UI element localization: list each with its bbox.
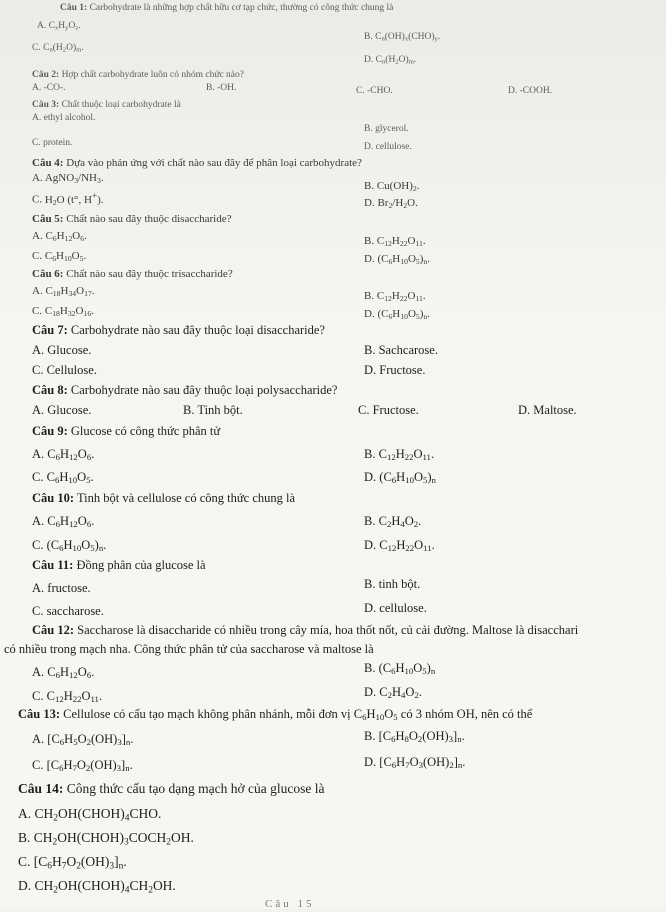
option-letter: C. [32, 363, 44, 377]
option-text: $C_6H_{12}O_6$. [47, 665, 95, 681]
question-text: Dựa vào phản ứng với chất nào sau đây để phân loại carbohydrate? [66, 157, 362, 169]
option-letter: B. [364, 577, 376, 591]
option-letter: A. [32, 172, 43, 184]
option-letter: A. [32, 403, 45, 417]
question-8-option-d[interactable] [518, 403, 577, 418]
question-2-option-b[interactable] [206, 83, 236, 93]
option-letter: C. [32, 250, 43, 262]
option-text: $C_n(OH)_x(CHO)_y$. [375, 32, 441, 43]
option-text: $CH_2OH(CHOH)_4CH_2OH$. [34, 878, 176, 896]
question-text: Saccharose là disaccharide có nhiều trong cây mía, hoa thốt nốt, củ cải đường. Maltose là disacchari [77, 623, 579, 637]
option-text: $C_{12}H_{22}O_{11}$. [376, 290, 426, 303]
option-text: ethyl alcohol. [43, 113, 96, 123]
option-letter: C. [32, 758, 44, 772]
option-letter: A. [32, 581, 45, 595]
option-text: -CHO. [367, 86, 393, 96]
option-text: $C_xH_yO_z$. [48, 21, 81, 32]
option-letter: B. [364, 180, 375, 192]
option-text: $C_{12}H_{22}O_{11}$. [378, 447, 435, 463]
option-text: $(C_6H_{10}O_5)_n$ [378, 661, 436, 677]
option-letter: D. [364, 755, 377, 769]
question-12-option-b[interactable] [364, 661, 435, 676]
question-number: Câu 3: [32, 100, 60, 110]
option-text: $C_6H_{10}O_5$. [44, 250, 87, 263]
question-7-option-d[interactable] [364, 363, 425, 378]
question-2-stem [32, 70, 244, 80]
question-text: Đồng phân của glucose là [76, 558, 206, 572]
question-3-option-a[interactable] [32, 113, 95, 123]
question-number: Câu 8: [32, 383, 68, 397]
option-text: $C_n(H_2O)_m$. [43, 43, 84, 54]
option-letter: A. [32, 83, 42, 93]
question-number: Câu 9: [32, 424, 68, 438]
option-letter: C. [32, 193, 43, 206]
question-11-stem [32, 558, 206, 573]
option-letter: D. [364, 601, 377, 615]
option-letter: B. [364, 661, 376, 675]
option-text: Cellulose. [46, 363, 97, 377]
option-letter: A. [32, 514, 45, 528]
option-text: Sachcarose. [378, 343, 438, 357]
option-text: $C_{12}H_{22}O_{11}$. [376, 235, 426, 248]
option-letter: C. [356, 86, 365, 96]
question-text: Carbohydrate nào sau đây thuộc loại disaccharide? [70, 323, 325, 337]
option-text: tinh bột. [378, 577, 421, 591]
question-9-option-b[interactable] [364, 447, 434, 462]
question-6-option-c[interactable] [32, 305, 94, 317]
question-2-option-d[interactable] [508, 86, 552, 96]
question-text: Carbohydrate nào sau đây thuộc loại polysaccharide? [70, 383, 338, 397]
option-letter: B. [183, 403, 195, 417]
option-letter: A. [32, 113, 42, 123]
question-number: Câu 7: [32, 323, 68, 337]
question-text: Chất thuộc loại carbohydrate là [61, 100, 181, 110]
option-text: $C_n(H_2O)_m$. [375, 55, 417, 66]
option-text: $AgNO_3/NH_3$. [44, 172, 104, 185]
option-letter: A. [18, 806, 32, 821]
question-8-stem [32, 383, 337, 398]
question-1-option-b[interactable] [364, 32, 440, 42]
question-number: Câu 5: [32, 213, 64, 225]
option-text: $[C_6H_7O_2(OH)_3]_n$. [46, 758, 133, 774]
option-letter: A. [37, 21, 47, 31]
question-11-option-d[interactable] [364, 601, 427, 616]
question-3-option-c[interactable] [32, 138, 72, 148]
option-text: $(C_6H_{10}O_5)_n$. [377, 308, 430, 321]
question-13-option-c[interactable] [32, 758, 133, 773]
question-5-option-d[interactable] [364, 253, 430, 265]
question-9-option-d[interactable] [364, 470, 436, 485]
option-letter: C. [358, 403, 370, 417]
option-letter: C. [32, 43, 41, 53]
option-text: $C_{12}H_{22}O_{11}$. [46, 689, 103, 705]
option-text: $[C_6H_7O_2(OH)_3]_n$. [33, 854, 127, 872]
question-6-option-a[interactable] [32, 285, 95, 297]
question-13-option-a[interactable] [32, 732, 133, 747]
option-text: $Cu(OH)_2$. [376, 180, 420, 193]
option-letter: D. [364, 685, 377, 699]
option-text: $Br_2/H_2O$. [377, 197, 418, 210]
question-number: Câu 11: [32, 558, 74, 572]
option-text: glycerol. [375, 124, 409, 134]
question-text: Tinh bột và cellulose có công thức chung là [76, 491, 296, 505]
option-text: $(C_6H_{10}O_5)_n$. [46, 538, 107, 554]
option-letter: C. [32, 305, 43, 317]
option-letter: D. [364, 538, 377, 552]
option-text: $H_2O$ (t°, H+). [44, 190, 104, 207]
question-13-option-b[interactable] [364, 729, 465, 744]
question-11-option-a[interactable] [32, 581, 91, 596]
option-letter: C. [32, 604, 44, 618]
option-text: cellulose. [379, 601, 427, 615]
question-5-stem [32, 213, 231, 225]
option-letter: C. [32, 538, 44, 552]
option-letter: B. [364, 235, 375, 247]
option-letter: B. [364, 447, 376, 461]
option-text: $[C_6H_5O_2(OH)_3]_n$. [47, 732, 134, 748]
cut-off-next-question: Câu 15 [265, 898, 315, 910]
question-9-option-a[interactable] [32, 447, 94, 462]
option-letter: B. [364, 729, 376, 743]
option-letter: C. [18, 854, 31, 869]
option-letter: A. [32, 665, 45, 679]
question-12-option-c[interactable] [32, 689, 102, 704]
option-letter: B. [18, 830, 31, 845]
option-letter: A. [32, 447, 45, 461]
option-text: -CO-. [43, 83, 66, 93]
question-number: Câu 1: [60, 3, 88, 13]
question-4-option-c[interactable] [32, 190, 104, 206]
question-number: Câu 13: [18, 707, 61, 721]
question-8-option-c[interactable] [358, 403, 419, 418]
option-letter: D. [364, 197, 375, 209]
question-8-option-a[interactable] [32, 403, 91, 418]
question-1-stem [60, 3, 393, 13]
option-letter: A. [32, 230, 43, 242]
question-14-option-b[interactable] [18, 830, 194, 846]
question-number: Câu 10: [32, 491, 75, 505]
question-6-option-d[interactable] [364, 308, 430, 320]
question-6-option-b[interactable] [364, 290, 426, 302]
question-1-option-a[interactable] [37, 21, 81, 31]
option-text: -OH. [217, 83, 237, 93]
question-7-option-c[interactable] [32, 363, 97, 378]
option-letter: A. [32, 285, 43, 297]
option-letter: A. [32, 732, 45, 746]
option-letter: D. [508, 86, 518, 96]
option-letter: A. [32, 343, 45, 357]
option-letter: C. [32, 689, 44, 703]
option-text: $C_{18}H_{32}O_{16}$. [44, 305, 94, 318]
question-number: Câu 2: [32, 70, 60, 80]
option-letter: B. [364, 124, 373, 134]
option-letter: B. [364, 343, 376, 357]
question-1-option-d[interactable] [364, 55, 416, 65]
question-number: Câu 4: [32, 157, 64, 169]
option-text: $C_6H_{12}O_6$. [47, 447, 95, 463]
question-11-option-c[interactable] [32, 604, 104, 619]
question-5-option-c[interactable] [32, 250, 86, 262]
question-text: Chất nào sau đây thuộc disaccharide? [66, 213, 232, 225]
option-text: Fructose. [379, 363, 426, 377]
question-text: Cellulose có cấu tạo mạch không phân nhánh, mỗi đơn vị $C_6H_{10}O_5$ có 3 nhóm OH, nên có thể [63, 707, 533, 723]
question-11-option-b[interactable] [364, 577, 420, 592]
question-13-stem [18, 707, 532, 722]
question-3-option-d[interactable] [364, 142, 412, 152]
option-letter: C. [32, 470, 44, 484]
question-10-option-d[interactable] [364, 538, 435, 553]
question-number: Câu 12: [32, 623, 75, 637]
question-3-option-b[interactable] [364, 124, 409, 134]
option-letter: C. [32, 138, 41, 148]
option-text: $C_6H_{12}O_6$. [45, 230, 87, 243]
question-text: Công thức cấu tạo dạng mạch hở của glucose là [66, 781, 325, 796]
question-7-option-a[interactable] [32, 343, 91, 358]
question-5-option-b[interactable] [364, 235, 426, 247]
option-text: fructose. [47, 581, 91, 595]
option-letter: D. [518, 403, 531, 417]
question-12-stem-continued: có nhiều trong mạch nha. Công thức phân tử của saccharose và maltose là [4, 642, 374, 656]
question-9-stem [32, 424, 220, 439]
option-text: $C_{18}H_{34}O_{17}$. [45, 285, 95, 298]
question-number: Câu 6: [32, 268, 64, 280]
question-12-option-d[interactable] [364, 685, 422, 700]
option-text: $[C_6H_8O_2(OH)_3]_n$. [378, 729, 465, 745]
question-text: Glucose có công thức phân tử [70, 424, 221, 438]
question-2-option-a[interactable] [32, 83, 66, 93]
question-text: Carbohydrate là những hợp chất hữu cơ tạp chức, thường có công thức chung là [89, 3, 394, 13]
question-8-option-b[interactable] [183, 403, 243, 418]
option-letter: D. [364, 55, 374, 65]
question-14-stem [18, 781, 325, 797]
option-text: $C_2H_4O_2$. [379, 685, 422, 701]
option-text: $(C_6H_{10}O_5)_n$. [377, 253, 430, 266]
option-text: $[C_6H_7O_3(OH)_2]_n$. [379, 755, 466, 771]
question-3-stem [32, 100, 181, 110]
option-letter: D. [364, 470, 377, 484]
option-text: $C_2H_4O_2$. [378, 514, 422, 530]
option-letter: D. [364, 253, 375, 265]
question-4-option-d[interactable] [364, 197, 418, 209]
question-6-stem [32, 268, 233, 280]
option-letter: B. [206, 83, 215, 93]
option-letter: B. [364, 290, 375, 302]
question-10-option-c[interactable] [32, 538, 106, 553]
option-text: cellulose. [375, 142, 412, 152]
question-7-option-b[interactable] [364, 343, 438, 358]
option-text: Tinh bột. [197, 403, 243, 417]
question-4-stem [32, 157, 362, 169]
option-letter: B. [364, 514, 376, 528]
option-text: $(C_6H_{10}O_5)_n$ [379, 470, 436, 486]
option-text: protein. [43, 138, 73, 148]
option-text: -COOH. [519, 86, 553, 96]
option-letter: D. [18, 878, 32, 893]
question-4-option-a[interactable] [32, 172, 104, 184]
option-letter: D. [364, 308, 375, 320]
option-text: Maltose. [533, 403, 577, 417]
question-13-option-d[interactable] [364, 755, 465, 770]
option-text: $C_{12}H_{22}O_{11}$. [379, 538, 435, 554]
question-14-option-d[interactable] [18, 878, 176, 894]
option-text: $C_6H_{12}O_6$. [47, 514, 95, 530]
option-text: $CH_2OH(CHOH)_4CHO$. [34, 806, 162, 824]
option-text: Glucose. [47, 403, 92, 417]
question-number: Câu 14: [18, 781, 64, 796]
question-5-option-a[interactable] [32, 230, 87, 242]
option-letter: D. [364, 363, 377, 377]
question-7-stem [32, 323, 325, 338]
question-text: Hợp chất carbohydrate luôn có nhóm chức nào? [61, 70, 244, 80]
option-text: $C_6H_{10}O_5$. [46, 470, 94, 486]
option-text: Glucose. [47, 343, 92, 357]
question-1-option-c[interactable] [32, 43, 84, 53]
option-text: Fructose. [372, 403, 419, 417]
question-14-option-c[interactable] [18, 854, 127, 870]
question-10-option-a[interactable] [32, 514, 94, 529]
question-9-option-c[interactable] [32, 470, 94, 485]
question-10-stem [32, 491, 295, 506]
question-10-option-b[interactable] [364, 514, 421, 529]
question-text: Chất nào sau đây thuộc trisaccharide? [66, 268, 233, 280]
option-text: saccharose. [46, 604, 104, 618]
question-12-option-a[interactable] [32, 665, 94, 680]
question-4-option-b[interactable] [364, 180, 420, 192]
option-letter: B. [364, 32, 373, 42]
question-12-stem [32, 623, 578, 638]
question-2-option-c[interactable] [356, 86, 393, 96]
question-14-option-a[interactable] [18, 806, 161, 822]
option-letter: D. [364, 142, 374, 152]
option-text: $CH_2OH(CHOH)_3COCH_2OH$. [33, 830, 194, 848]
